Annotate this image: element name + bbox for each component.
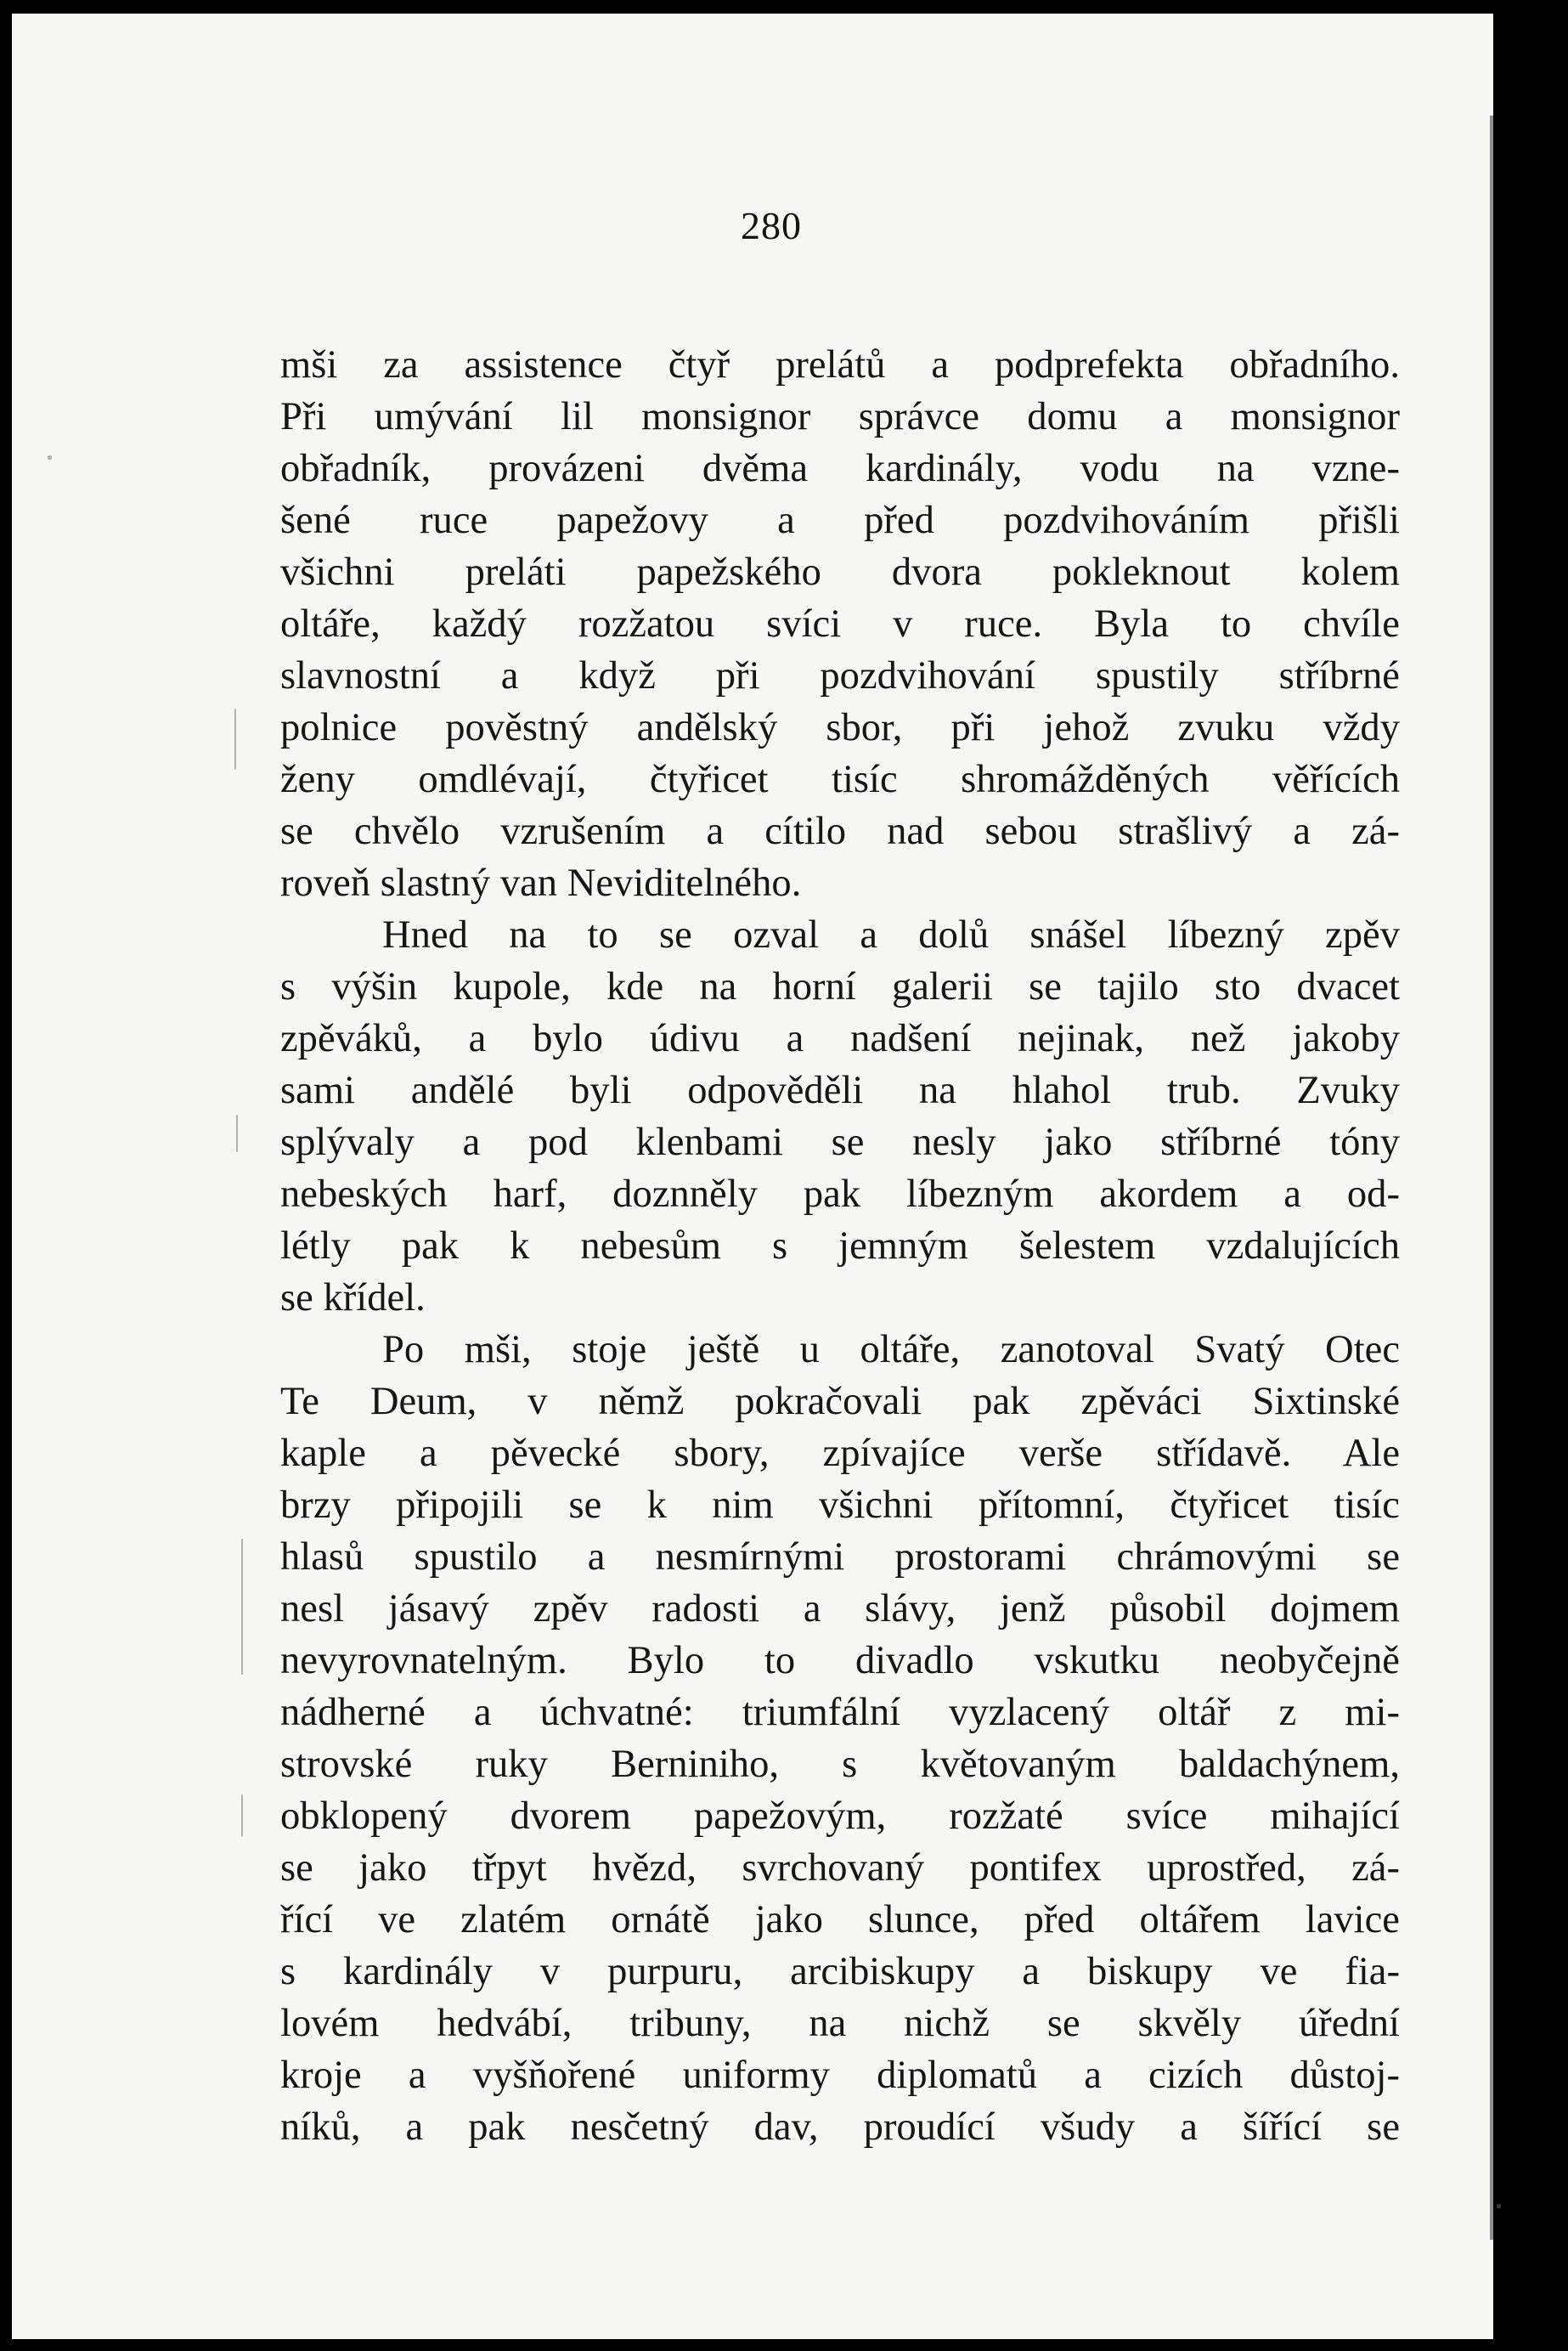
paper-sheet [12,14,1531,2339]
text-line: létly pak k nebesům s jemným šelestem vzdalujících [280,1224,1400,1268]
text-line: nádherné a úchvatné: triumfální vyzlacený oltář z mi- [280,1690,1400,1734]
text-line: šené ruce papežovy a před pozdvihováním přišli [280,498,1400,542]
paper-speck [1497,2204,1501,2208]
text-line: se jako třpyt hvězd, svrchovaný pontifex uprostřed, zá- [280,1845,1400,1890]
body-text [280,339,1400,2153]
text-line: s kardinály v purpuru, arcibiskupy a biskupy ve fia- [280,1949,1400,1993]
text-line: s výšin kupole, kde na horní galerii se tajilo sto dvacet [280,964,1400,1009]
text-line: Při umývání lil monsignor správce domu a monsignor [280,394,1400,438]
text-line: zpěváků, a bylo údivu a nadšení nejinak, než jakoby [280,1016,1400,1060]
paper-speck [236,1115,238,1152]
text-line: obřadník, provázeni dvěma kardinály, vodu na vzne- [280,446,1400,490]
text-line: slavnostní a když při pozdvihování spustily stříbrné [280,653,1400,698]
text-line: níků, a pak nesčetný dav, proudící všudy a šířící se [280,2105,1400,2149]
text-line: řící ve zlatém ornátě jako slunce, před oltářem lavice [280,1897,1400,1941]
text-line: nebeských harf, doznněly pak líbezným akordem a od- [280,1172,1400,1216]
text-line: ženy omdlévají, čtyřicet tisíc shromážděných věřících [280,757,1400,801]
right-scan-border [1493,14,1531,2339]
text-line: lovém hedvábí, tribuny, na nichž se skvěly úřední [280,2001,1400,2045]
paper-speck [48,455,52,460]
text-line: sami andělé byli odpověděli na hlahol trub. Zvuky [280,1068,1400,1112]
text-line: Te Deum, v němž pokračovali pak zpěváci Sixtinské [280,1379,1400,1423]
page-number: 280 [741,204,802,247]
text-line: roveň slastný van Neviditelného. [280,861,802,905]
paper-speck [234,709,236,770]
text-line: mši za assistence čtyř prelátů a podprefekta obřadního. [280,342,1400,387]
paragraph-first-line: Hned na to se ozval a dolů snášel líbezný zpěv [382,913,1400,957]
text-line: polnice pověstný andělský sbor, při jehož zvuku vždy [280,705,1400,749]
text-line: se chvělo vzrušením a cítilo nad sebou strašlivý a zá- [280,809,1400,853]
text-line: se křídel. [280,1275,426,1320]
text-line: splývaly a pod klenbami se nesly jako stříbrné tóny [280,1120,1400,1164]
paper-speck [241,1539,243,1675]
text-line: obklopený dvorem papežovým, rozžaté svíce mihající [280,1794,1400,1838]
text-line: kaple a pěvecké sbory, zpívajíce verše střídavě. Ale [280,1431,1400,1475]
text-line: brzy připojili se k nim všichni přítomní, čtyřicet tisíc [280,1483,1400,1527]
text-line: nevyrovnatelným. Bylo to divadlo vskutku neobyčejně [280,1638,1400,1682]
text-line: strovské ruky Berniniho, s květovaným baldachýnem, [280,1742,1400,1786]
text-line: oltáře, každý rozžatou svíci v ruce. Byla to chvíle [280,602,1400,646]
paper-speck [241,1794,243,1837]
text-line: všichni preláti papežského dvora pokleknout kolem [280,550,1400,594]
text-line: kroje a vyšňořené uniformy diplomatů a cizích důstoj- [280,2053,1400,2097]
text-line: nesl jásavý zpěv radosti a slávy, jenž působil dojmem [280,1586,1400,1630]
paragraph-first-line: Po mši, stoje ještě u oltáře, zanotoval Svatý Otec [382,1327,1400,1371]
text-line: hlasů spustilo a nesmírnými prostorami chrámovými se [280,1534,1400,1579]
